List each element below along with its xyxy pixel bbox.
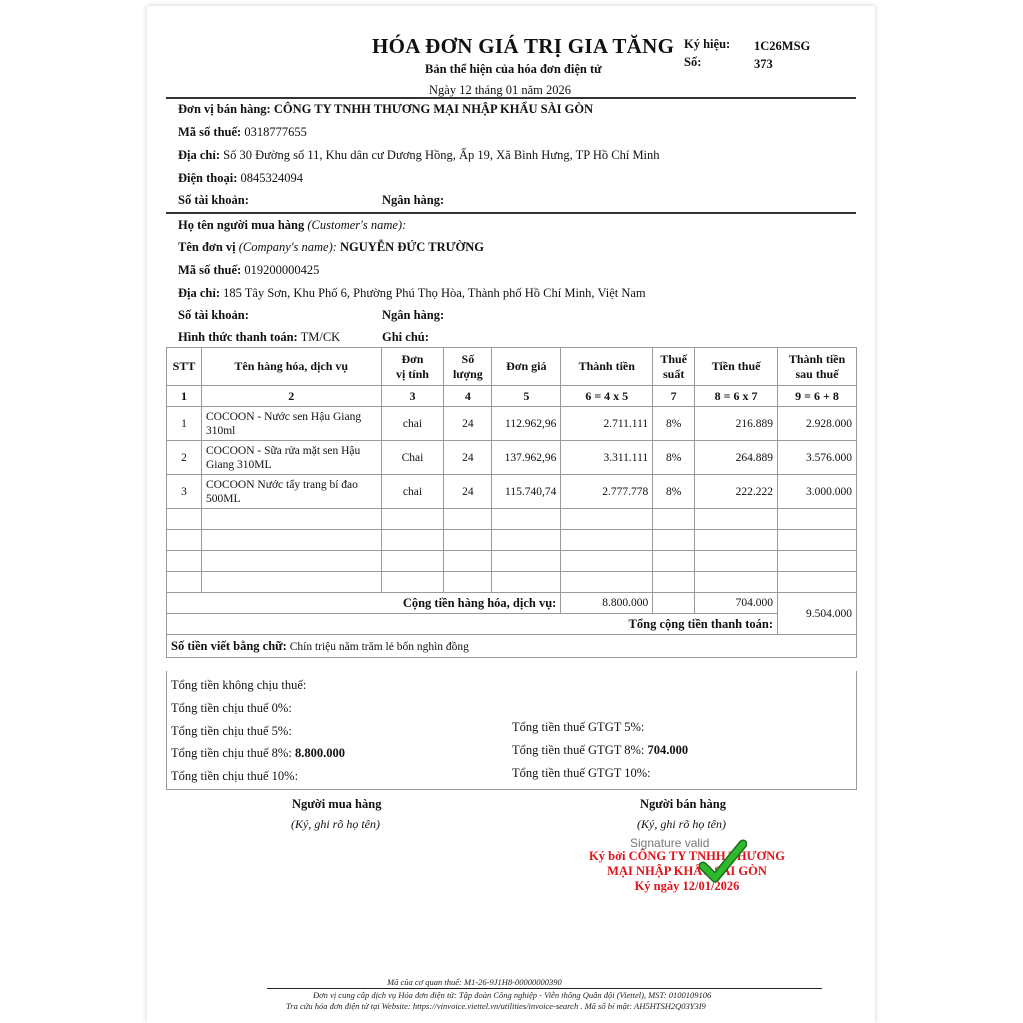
seller-account-label: Số tài khoản:: [178, 193, 249, 207]
seller-name-label: Đơn vị bán hàng:: [178, 102, 271, 116]
seller-address: Số 30 Đường số 11, Khu dân cư Dương Hồng, Ấp 19, Xã Bình Hưng, TP Hồ Chí Minh: [223, 148, 660, 162]
taxable-8-line: [171, 746, 345, 761]
buyer-customer-label: Họ tên người mua hàng: [178, 218, 305, 232]
cell-unit: chai: [381, 475, 444, 509]
taxable-8-value: 8.800.000: [294, 746, 345, 760]
vat-summary: [166, 671, 857, 790]
column-header-text: vị tính: [395, 366, 429, 381]
total-label: Tổng cộng tiền thanh toán:: [167, 614, 778, 635]
column-header-text: sau thuế: [795, 366, 839, 381]
table-index-row: [167, 386, 857, 407]
column-index: 8 = 6 x 7: [695, 386, 778, 407]
header-divider: [166, 97, 856, 99]
column-header: [695, 348, 778, 386]
signature-check-icon: [699, 838, 747, 886]
seller-name: CÔNG TY TNHH THƯƠNG MẠI NHẬP KHẨU SÀI GÒN: [273, 102, 594, 116]
cell-name: COCOON Nước tẩy trang bí đao 500ML: [201, 475, 381, 509]
buyer-company-label: Tên đơn vị: [178, 240, 236, 254]
signed-by-line2: MẠI NHẬP KHẨU SÀI GÒN: [607, 864, 767, 878]
column-header-text: Đơn giá: [506, 359, 547, 373]
cell-total: 2.928.000: [778, 407, 857, 441]
cell-tax: 222.222: [695, 475, 778, 509]
seller-tax: 0318777655: [244, 125, 307, 139]
cell-unit: chai: [381, 407, 444, 441]
tax-authority-code: Mã của cơ quan thuế: M1-26-9J1H8-00000000390: [387, 977, 562, 987]
buyer-company: NGUYỄN ĐỨC TRƯỜNG: [340, 240, 485, 254]
buyer-customer-line: [178, 218, 406, 233]
non-taxable-label: Tổng tiền không chịu thuế:: [171, 678, 307, 692]
buyer-payment: TM/CK: [300, 330, 341, 344]
column-index: 9 = 6 + 8: [778, 386, 857, 407]
column-index: 6 = 4 x 5: [561, 386, 653, 407]
vat-5-label: Tổng tiền thuế GTGT 5%:: [512, 720, 645, 734]
column-header-text: Tên hàng hóa, dịch vụ: [234, 359, 349, 373]
column-header-text: Đơn: [401, 351, 424, 366]
cell-amount: 3.311.111: [561, 441, 653, 475]
column-header: [444, 348, 492, 386]
seller-phone: 0845324094: [240, 171, 303, 185]
seller-tax-line: [178, 125, 307, 140]
number-value: 373: [754, 57, 773, 71]
table-row: [167, 475, 857, 509]
column-index: 2: [201, 386, 381, 407]
invoice-date: Ngày 12 tháng 01 năm 2026: [429, 83, 571, 97]
number-label: Số:: [684, 55, 702, 69]
column-header-text: Số: [461, 351, 475, 366]
words-label: Số tiền viết bằng chữ:: [171, 638, 287, 653]
lookup-info: Tra cứu hóa đơn điện tử tại Website: https://vinvoice.viettel.vn/utilities/invoice-search . Mã số bí mật: AH5HTSH2Q03Y3I9: [286, 1001, 706, 1011]
cell-total: 3.576.000: [778, 441, 857, 475]
buyer-account-label: Số tài khoản:: [178, 308, 249, 322]
signed-date: Ký ngày 12/01/2026: [634, 879, 740, 893]
buyer-company-label-en: (Company's name):: [238, 240, 337, 254]
column-index: 5: [492, 386, 561, 407]
cell-rate: 8%: [653, 407, 695, 441]
column-header: [778, 348, 857, 386]
buyer-account-line: [178, 308, 249, 323]
cell-name: COCOON - Sữa rửa mặt sen Hậu Giang 310ML: [201, 441, 381, 475]
cell-total: 3.000.000: [778, 475, 857, 509]
sum-tax: 704.000: [695, 593, 778, 614]
seller-divider: [166, 212, 856, 214]
buyer-address-label: Địa chỉ:: [178, 286, 221, 300]
vat-10-label: Tổng tiền thuế GTGT 10%:: [512, 766, 651, 780]
cell-stt: 3: [167, 475, 202, 509]
buyer-note-label: Ghi chú:: [382, 330, 429, 344]
cell-stt: 1: [167, 407, 202, 441]
cell-qty: 24: [444, 407, 492, 441]
vat-8-value: 704.000: [647, 743, 689, 757]
vat-8-label: Tổng tiền thuế GTGT 8%:: [512, 743, 645, 757]
amount-in-words-row: [167, 635, 857, 658]
table-row: [167, 407, 857, 441]
column-header-text: suất: [663, 366, 685, 381]
column-header-text: lượng: [452, 366, 483, 381]
footer-divider: [267, 988, 822, 989]
invoice-title: HÓA ĐƠN GIÁ TRỊ GIA TĂNG: [372, 34, 675, 58]
table-empty-row: [167, 551, 857, 572]
seller-address-line: [178, 148, 660, 163]
column-header-text: STT: [172, 359, 196, 373]
signature-valid-text: Signature valid: [630, 836, 710, 850]
buyer-bank-label: Ngân hàng:: [382, 308, 445, 322]
cell-tax: 264.889: [695, 441, 778, 475]
column-header: [167, 348, 202, 386]
buyer-tax-line: [178, 263, 319, 278]
column-header-text: Thuế: [660, 351, 688, 366]
column-index: 7: [653, 386, 695, 407]
sum-label: Cộng tiền hàng hóa, dịch vụ:: [167, 593, 561, 614]
table-header-row: [167, 348, 857, 386]
sum-amount: 8.800.000: [561, 593, 653, 614]
seller-signature-title: Người bán hàng: [640, 797, 726, 811]
taxable-10-label: Tổng tiền chịu thuế 10%:: [171, 769, 299, 783]
column-index: 3: [381, 386, 444, 407]
seller-account-line: [178, 193, 249, 208]
cell-amount: 2.777.778: [561, 475, 653, 509]
table-empty-row: [167, 509, 857, 530]
buyer-signature-title: Người mua hàng: [292, 797, 382, 811]
symbol-label: Ký hiệu:: [684, 37, 731, 51]
column-header-text: Thành tiền: [578, 359, 635, 373]
column-header: [492, 348, 561, 386]
seller-tax-label: Mã số thuế:: [178, 125, 242, 139]
taxable-8-label: Tổng tiền chịu thuế 8%:: [171, 746, 292, 760]
digital-signature: [567, 849, 807, 894]
amount-in-words: Chín triệu năm trăm lẻ bốn nghìn đồng: [289, 640, 469, 653]
cell-qty: 24: [444, 441, 492, 475]
buyer-signature-sub: (Ký, ghi rõ họ tên): [291, 817, 380, 831]
provider-info: Đơn vị cung cấp dịch vụ Hóa đơn điện tử: Tập đoàn Công nghiệp - Viễn thông Quân đội (Viettel), MST: 0100109106: [313, 990, 712, 1000]
cell-rate: 8%: [653, 441, 695, 475]
column-index: 1: [167, 386, 202, 407]
buyer-company-line: [178, 240, 484, 255]
column-header: [561, 348, 653, 386]
table-sum-row: [167, 593, 857, 614]
column-header: [201, 348, 381, 386]
cell-qty: 24: [444, 475, 492, 509]
cell-unit: Chai: [381, 441, 444, 475]
seller-address-label: Địa chỉ:: [178, 148, 221, 162]
taxable-0-label: Tổng tiền chịu thuế 0%:: [171, 701, 292, 715]
invoice-sheet: [147, 6, 875, 1023]
cell-price: 112.962,96: [492, 407, 561, 441]
cell-tax: 216.889: [695, 407, 778, 441]
cell-rate: 8%: [653, 475, 695, 509]
buyer-address-line: [178, 286, 646, 301]
buyer-tax: 019200000425: [244, 263, 320, 277]
cell-stt: 2: [167, 441, 202, 475]
table-row: [167, 441, 857, 475]
signed-by-line1: Ký bởi CÔNG TY TNHH THƯƠNG: [589, 849, 785, 863]
cell-name: COCOON - Nước sen Hậu Giang 310ml: [201, 407, 381, 441]
seller-signature-sub: (Ký, ghi rõ họ tên): [637, 817, 726, 831]
column-header: [381, 348, 444, 386]
table-empty-row: [167, 530, 857, 551]
table-total-row: [167, 614, 857, 635]
items-table: [166, 347, 857, 658]
cell-price: 137.962,96: [492, 441, 561, 475]
buyer-customer-label-en: (Customer's name):: [307, 218, 407, 232]
seller-phone-line: [178, 171, 303, 186]
table-empty-row: [167, 572, 857, 593]
column-header-text: Thành tiền: [788, 351, 846, 366]
vat-8-line: [512, 743, 688, 758]
symbol-value: 1C26MSG: [754, 39, 811, 53]
seller-phone-label: Điện thoại:: [178, 171, 238, 185]
invoice-subtitle: Bản thể hiện của hóa đơn điện tử: [425, 62, 602, 76]
buyer-payment-label: Hình thức thanh toán:: [178, 330, 298, 344]
column-header: [653, 348, 695, 386]
column-header-text: Tiền thuế: [711, 359, 761, 373]
taxable-5-label: Tổng tiền chịu thuế 5%:: [171, 724, 292, 738]
seller-bank-label: Ngân hàng:: [382, 193, 445, 207]
buyer-address: 185 Tây Sơn, Khu Phố 6, Phường Phú Thọ Hòa, Thành phố Hồ Chí Minh, Việt Nam: [223, 286, 646, 300]
cell-amount: 2.711.111: [561, 407, 653, 441]
cell-price: 115.740,74: [492, 475, 561, 509]
buyer-tax-label: Mã số thuế:: [178, 263, 242, 277]
buyer-payment-line: [178, 330, 340, 345]
column-index: 4: [444, 386, 492, 407]
grand-total: 9.504.000: [778, 593, 857, 635]
seller-name-line: [178, 102, 593, 117]
